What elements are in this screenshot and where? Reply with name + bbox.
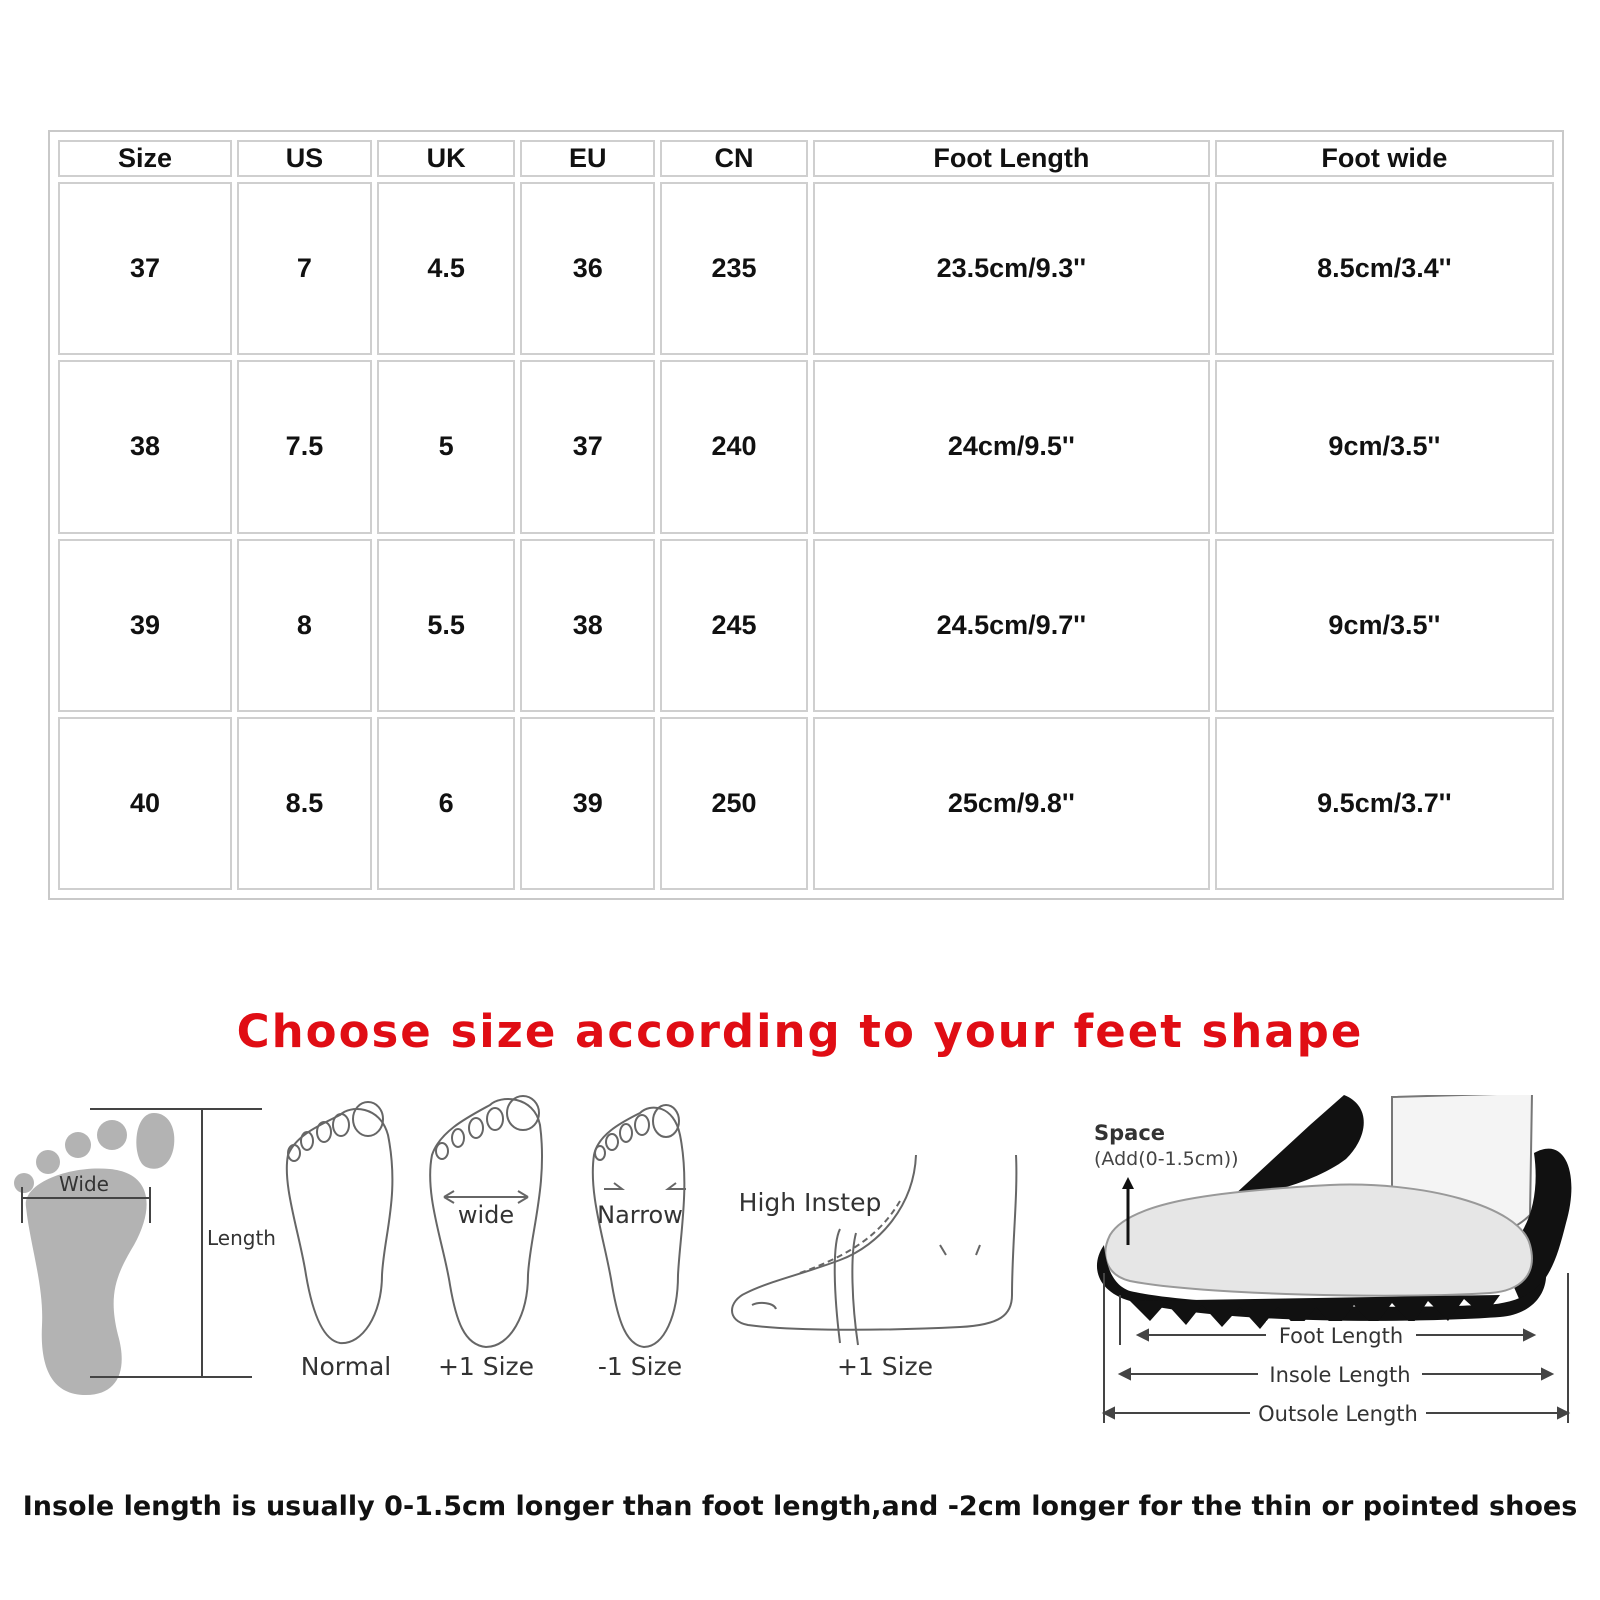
cell-us: 7 xyxy=(237,182,372,355)
cell-cn: 235 xyxy=(660,182,808,355)
cell-us: 8.5 xyxy=(237,717,372,890)
header-eu: EU xyxy=(520,140,655,177)
cell-cn: 250 xyxy=(660,717,808,890)
cell-foot-wide: 9cm/3.5'' xyxy=(1215,539,1554,712)
cell-uk: 5 xyxy=(377,360,516,533)
wide-marker: wide xyxy=(457,1201,515,1229)
cell-foot-wide: 9.5cm/3.7'' xyxy=(1215,717,1554,890)
cell-foot-length: 24.5cm/9.7'' xyxy=(813,539,1210,712)
cell-size: 39 xyxy=(58,539,232,712)
foot-length-label: Foot Length xyxy=(1278,1324,1404,1348)
header-cn: CN xyxy=(660,140,808,177)
narrow-caption: -1 Size xyxy=(597,1352,683,1381)
cell-us: 8 xyxy=(237,539,372,712)
cell-cn: 240 xyxy=(660,360,808,533)
header-foot-length: Foot Length xyxy=(813,140,1210,177)
space-note: (Add(0-1.5cm)) xyxy=(1094,1148,1239,1170)
footprint-icon xyxy=(14,1113,174,1395)
section-title: Choose size according to your feet shape xyxy=(236,1005,1364,1058)
size-chart-table xyxy=(48,130,1564,900)
high-instep-caption: +1 Size xyxy=(836,1352,934,1381)
header-size: Size xyxy=(58,140,232,177)
outsole-length-label: Outsole Length xyxy=(1258,1402,1418,1426)
cell-foot-length: 23.5cm/9.3'' xyxy=(813,182,1210,355)
table-row xyxy=(58,182,1554,355)
cell-uk: 5.5 xyxy=(377,539,516,712)
cell-foot-wide: 9cm/3.5'' xyxy=(1215,360,1554,533)
high-instep-foot-icon xyxy=(732,1155,1016,1345)
header-uk: UK xyxy=(377,140,516,177)
cell-size: 40 xyxy=(58,717,232,890)
cell-uk: 4.5 xyxy=(377,182,516,355)
cell-cn: 245 xyxy=(660,539,808,712)
table-row xyxy=(58,539,1554,712)
footprint-measure-diagram xyxy=(14,1109,276,1395)
cell-size: 38 xyxy=(58,360,232,533)
insole-length-label: Insole Length xyxy=(1269,1363,1411,1387)
cell-size: 37 xyxy=(58,182,232,355)
cell-us: 7.5 xyxy=(237,360,372,533)
cell-uk: 6 xyxy=(377,717,516,890)
normal-foot-icon xyxy=(287,1102,393,1343)
cell-foot-length: 25cm/9.8'' xyxy=(813,717,1210,890)
narrow-marker: Narrow xyxy=(597,1201,683,1229)
cell-eu: 36 xyxy=(520,182,655,355)
wide-caption: +1 Size xyxy=(437,1352,535,1381)
table-row xyxy=(58,360,1554,533)
high-instep-marker: High Instep xyxy=(738,1188,882,1217)
space-label: Space xyxy=(1094,1121,1166,1145)
foot-shape-illustrations xyxy=(0,1095,1600,1475)
table-row xyxy=(58,717,1554,890)
cell-eu: 37 xyxy=(520,360,655,533)
table-header-row xyxy=(58,140,1554,177)
shoe-cross-section-icon xyxy=(1097,1095,1571,1329)
cell-eu: 39 xyxy=(520,717,655,890)
cell-foot-length: 24cm/9.5'' xyxy=(813,360,1210,533)
length-label: Length xyxy=(207,1226,276,1250)
insole-footnote: Insole length is usually 0-1.5cm longer than foot length,and -2cm longer for the thin or pointed shoes xyxy=(22,1491,1578,1522)
cell-foot-wide: 8.5cm/3.4'' xyxy=(1215,182,1554,355)
cell-eu: 38 xyxy=(520,539,655,712)
normal-caption: Normal xyxy=(300,1352,392,1381)
header-us: US xyxy=(237,140,372,177)
header-foot-wide: Foot wide xyxy=(1215,140,1554,177)
wide-label: Wide xyxy=(59,1172,109,1196)
